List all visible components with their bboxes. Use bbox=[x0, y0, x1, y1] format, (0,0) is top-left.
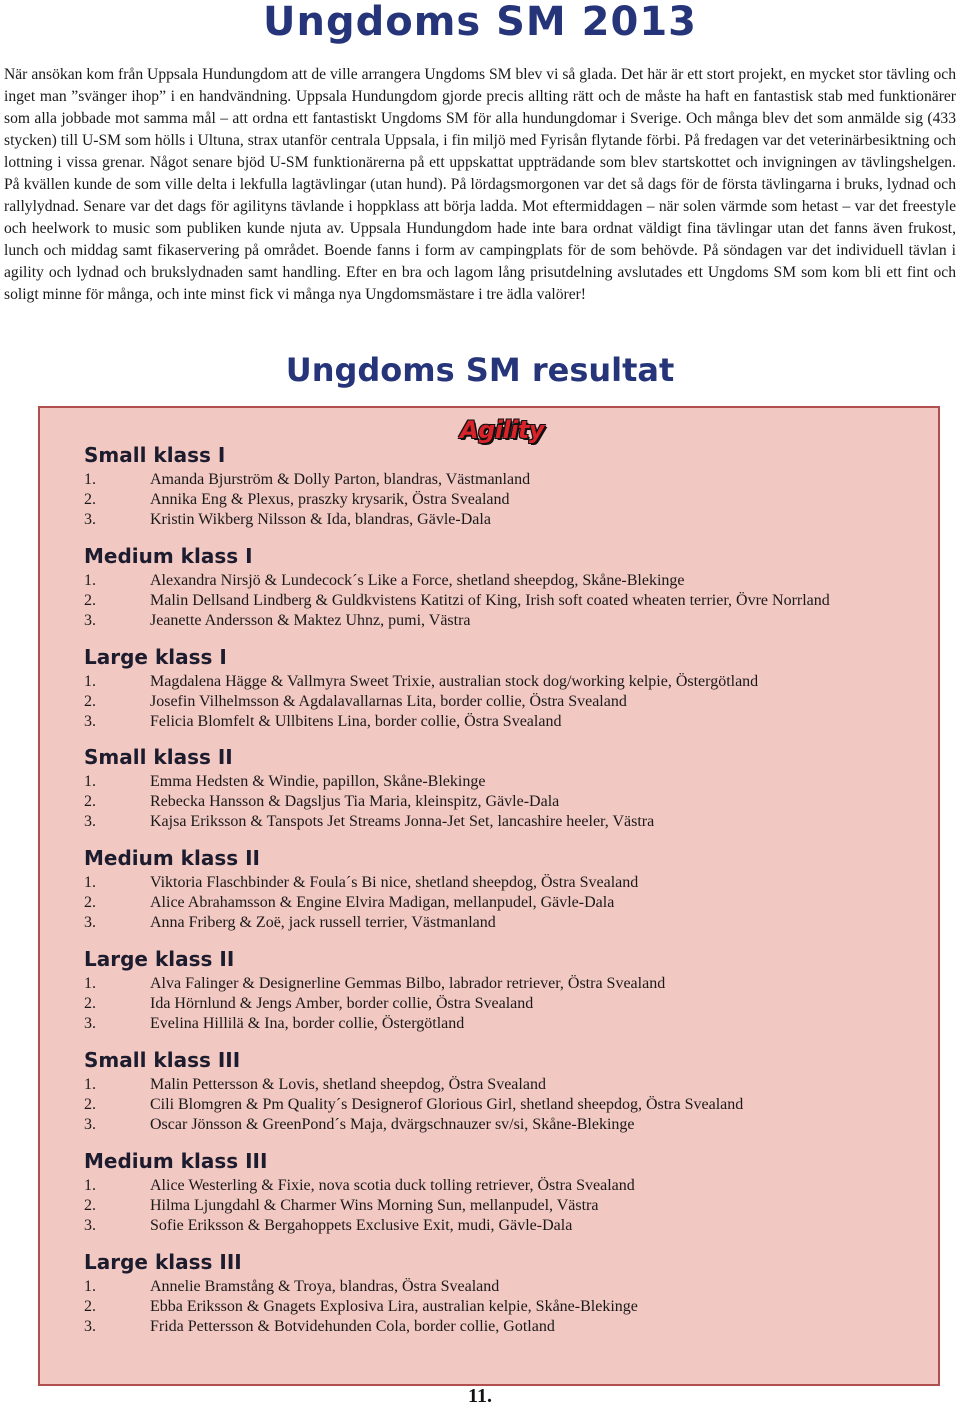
entry-rank: 3. bbox=[84, 914, 96, 932]
result-entry bbox=[84, 672, 934, 692]
result-entry bbox=[84, 1095, 934, 1115]
entry-text: Josefin Vilhelmsson & Agdalavallarnas Lita, border collie, Östra Svealand bbox=[150, 693, 627, 711]
section-heading: Large klass III bbox=[84, 1250, 242, 1274]
result-entry bbox=[84, 772, 934, 792]
entry-text: Anna Friberg & Zoë, jack russell terrier, Västmanland bbox=[150, 914, 496, 932]
entry-text: Viktoria Flaschbinder & Foula´s Bi nice, shetland sheepdog, Östra Svealand bbox=[150, 874, 639, 891]
section-heading: Small klass III bbox=[84, 1048, 241, 1072]
entry-rank: 3. bbox=[84, 1116, 96, 1134]
section-heading: Medium klass II bbox=[84, 846, 260, 870]
entry-rank: 2. bbox=[84, 793, 96, 811]
result-entry bbox=[84, 1216, 934, 1236]
entry-text: Annelie Bramstång & Troya, blandras, Östra Svealand bbox=[150, 1278, 500, 1295]
result-entry bbox=[84, 712, 934, 732]
entry-rank: 1. bbox=[84, 1278, 96, 1295]
entry-rank: 2. bbox=[84, 1197, 96, 1215]
results-section bbox=[84, 1249, 934, 1338]
result-entry bbox=[84, 510, 934, 530]
section-heading: Small klass II bbox=[84, 745, 233, 769]
entry-text: Alice Westerling & Fixie, nova scotia duck tolling retriever, Östra Svealand bbox=[150, 1177, 635, 1194]
entry-rank: 2. bbox=[84, 693, 96, 711]
page-number: 11. bbox=[468, 1385, 492, 1407]
results-section bbox=[84, 543, 934, 632]
results-section bbox=[84, 1148, 934, 1237]
result-entry bbox=[84, 571, 934, 591]
agility-logo: Agility bbox=[460, 416, 545, 444]
entry-rank: 3. bbox=[84, 612, 96, 630]
entry-text: Alice Abrahamsson & Engine Elvira Madigan, mellanpudel, Gävle-Dala bbox=[150, 894, 615, 912]
entry-rank: 1. bbox=[84, 1177, 96, 1194]
entry-rank: 3. bbox=[84, 813, 96, 831]
entry-rank: 3. bbox=[84, 1318, 96, 1336]
result-entry bbox=[84, 692, 934, 712]
result-entry bbox=[84, 792, 934, 812]
intro-paragraph: När ansökan kom från Uppsala Hundungdom att de ville arrangera Ungdoms SM blev vi så glada. Det här är ett stort projekt, en mycket stor tävling och inget man ”svänger ihop” i en handvändning. Uppsala Hundungdom gjorde precis allting rätt och de måste ha haft en fantastisk stab med funktionärer som alla jobbade mot samma mål – att ordna ett fantastiskt Ungdoms SM för alla hundungdomar i Sverige. Och många blev det som anmälde sig (433 stycken) till U-SM som hölls i Ultuna, strax utanför centrala Uppsala, i fin miljö med Fyrisån flytande förbi. På fredagen var det veterinärbesiktning och lottning i vissa grenar. Något senare bjöd U-SM funktionärerna på ett uppskattat uppträdande som blev startskottet och invigningen av tävlingshelgen. På kvällen kunde de som ville delta i lekfulla lagtävlingar (utan hund). På lördagsmorgonen var det så dags för de första tävlingarna i bruks, lydnad och rallylydnad. Senare var det dags för agilityns tävlande i hoppklass att börja ladda. Mot eftermiddagen – när solen värmde som hetast – var det freestyle och heelwork to music som publiken kunde njuta av. Uppsala Hundungdom hade inte bara ordnat väldigt fina tävlingar utan det fanns även frukost, lunch och middag samt fikaservering på området. Boende fanns i form av campingplats för de som behövde. På söndagen var det individuell tävlan i agility och lydnad och brukslydnaden samt handling. Efter en bra och lagom lång prisutdelning avslutades ett Ungdoms SM som kom bli ett fint och soligt minne för många, och inte minst fick vi många nya Ungdomsmästare i tre ädla valörer! bbox=[4, 66, 956, 303]
entry-text: Ida Hörnlund & Jengs Amber, border collie, Östra Svealand bbox=[150, 995, 534, 1013]
entry-rank: 2. bbox=[84, 995, 96, 1013]
result-entry bbox=[84, 470, 934, 490]
entry-rank: 3. bbox=[84, 1217, 96, 1235]
entry-rank: 2. bbox=[84, 1096, 96, 1114]
result-entry bbox=[84, 611, 934, 631]
result-entry bbox=[84, 873, 934, 893]
entry-text: Evelina Hillilä & Ina, border collie, Östergötland bbox=[150, 1015, 465, 1033]
entry-rank: 2. bbox=[84, 1298, 96, 1316]
results-box bbox=[38, 406, 940, 1386]
result-entry bbox=[84, 913, 934, 933]
entry-text: Amanda Bjurström & Dolly Parton, blandras, Västmanland bbox=[150, 471, 531, 488]
results-section bbox=[84, 845, 934, 934]
entry-rank: 1. bbox=[84, 673, 96, 690]
entry-text: Kristin Wikberg Nilsson & Ida, blandras, Gävle-Dala bbox=[150, 511, 491, 529]
entry-text: Jeanette Andersson & Maktez Uhnz, pumi, Västra bbox=[150, 612, 471, 630]
section-heading: Medium klass I bbox=[84, 544, 253, 568]
result-entry bbox=[84, 974, 934, 994]
entry-rank: 1. bbox=[84, 1076, 96, 1093]
result-entry bbox=[84, 1277, 934, 1297]
entry-text: Oscar Jönsson & GreenPond´s Maja, dvärgschnauzer sv/si, Skåne-Blekinge bbox=[150, 1116, 635, 1134]
page-title: Ungdoms SM 2013 bbox=[263, 0, 697, 45]
entry-rank: 1. bbox=[84, 471, 96, 488]
entry-rank: 2. bbox=[84, 894, 96, 912]
result-entry bbox=[84, 812, 934, 832]
entry-text: Magdalena Hägge & Vallmyra Sweet Trixie, australian stock dog/working kelpie, Östergötland bbox=[150, 673, 759, 690]
entry-text: Sofie Eriksson & Bergahoppets Exclusive Exit, mudi, Gävle-Dala bbox=[150, 1217, 573, 1235]
entry-rank: 3. bbox=[84, 1015, 96, 1033]
entry-rank: 1. bbox=[84, 572, 96, 589]
results-section bbox=[84, 946, 934, 1035]
entry-text: Hilma Ljungdahl & Charmer Wins Morning Sun, mellanpudel, Västra bbox=[150, 1197, 599, 1215]
entry-text: Rebecka Hansson & Dagsljus Tia Maria, kleinspitz, Gävle-Dala bbox=[150, 793, 560, 811]
entry-rank: 1. bbox=[84, 874, 96, 891]
section-heading: Medium klass III bbox=[84, 1149, 268, 1173]
results-section bbox=[84, 744, 934, 833]
result-entry bbox=[84, 1014, 934, 1034]
results-section bbox=[84, 644, 934, 733]
result-entry bbox=[84, 1196, 934, 1216]
result-entry bbox=[84, 1075, 934, 1095]
result-entry bbox=[84, 1176, 934, 1196]
result-entry bbox=[84, 994, 934, 1014]
entry-text: Cili Blomgren & Pm Quality´s Designerof Glorious Girl, shetland sheepdog, Östra Svealand bbox=[150, 1096, 744, 1114]
entry-text: Annika Eng & Plexus, praszky krysarik, Östra Svealand bbox=[150, 491, 510, 509]
entry-text: Malin Pettersson & Lovis, shetland sheepdog, Östra Svealand bbox=[150, 1076, 546, 1093]
entry-text: Alva Falinger & Designerline Gemmas Bilbo, labrador retriever, Östra Svealand bbox=[150, 975, 666, 992]
section-heading: Large klass II bbox=[84, 947, 235, 971]
entry-text: Ebba Eriksson & Gnagets Explosiva Lira, australian kelpie, Skåne-Blekinge bbox=[150, 1298, 638, 1316]
entry-rank: 3. bbox=[84, 511, 96, 529]
result-entry bbox=[84, 1297, 934, 1317]
result-entry bbox=[84, 490, 934, 510]
results-section bbox=[84, 442, 934, 531]
entry-text: Kajsa Eriksson & Tanspots Jet Streams Jonna-Jet Set, lancashire heeler, Västra bbox=[150, 813, 655, 831]
entry-text: Emma Hedsten & Windie, papillon, Skåne-Blekinge bbox=[150, 773, 486, 790]
section-heading: Large klass I bbox=[84, 645, 227, 669]
result-entry bbox=[84, 893, 934, 913]
section-heading: Small klass I bbox=[84, 443, 226, 467]
entry-text: Frida Pettersson & Botvidehunden Cola, border collie, Gotland bbox=[150, 1318, 555, 1336]
result-entry bbox=[84, 1115, 934, 1135]
entry-rank: 2. bbox=[84, 592, 96, 610]
results-title: Ungdoms SM resultat bbox=[285, 351, 675, 389]
entry-rank: 1. bbox=[84, 975, 96, 992]
entry-text: Malin Dellsand Lindberg & Guldkvistens Katitzi of King, Irish soft coated wheaten terrier, Övre Norrland bbox=[150, 592, 830, 610]
entry-text: Felicia Blomfelt & Ullbitens Lina, border collie, Östra Svealand bbox=[150, 713, 562, 731]
entry-rank: 3. bbox=[84, 713, 96, 731]
entry-rank: 1. bbox=[84, 773, 96, 790]
result-entry bbox=[84, 1317, 934, 1337]
results-section bbox=[84, 1047, 934, 1136]
entry-rank: 2. bbox=[84, 491, 96, 509]
entry-text: Alexandra Nirsjö & Lundecock´s Like a Force, shetland sheepdog, Skåne-Blekinge bbox=[150, 572, 685, 589]
result-entry bbox=[84, 591, 934, 611]
